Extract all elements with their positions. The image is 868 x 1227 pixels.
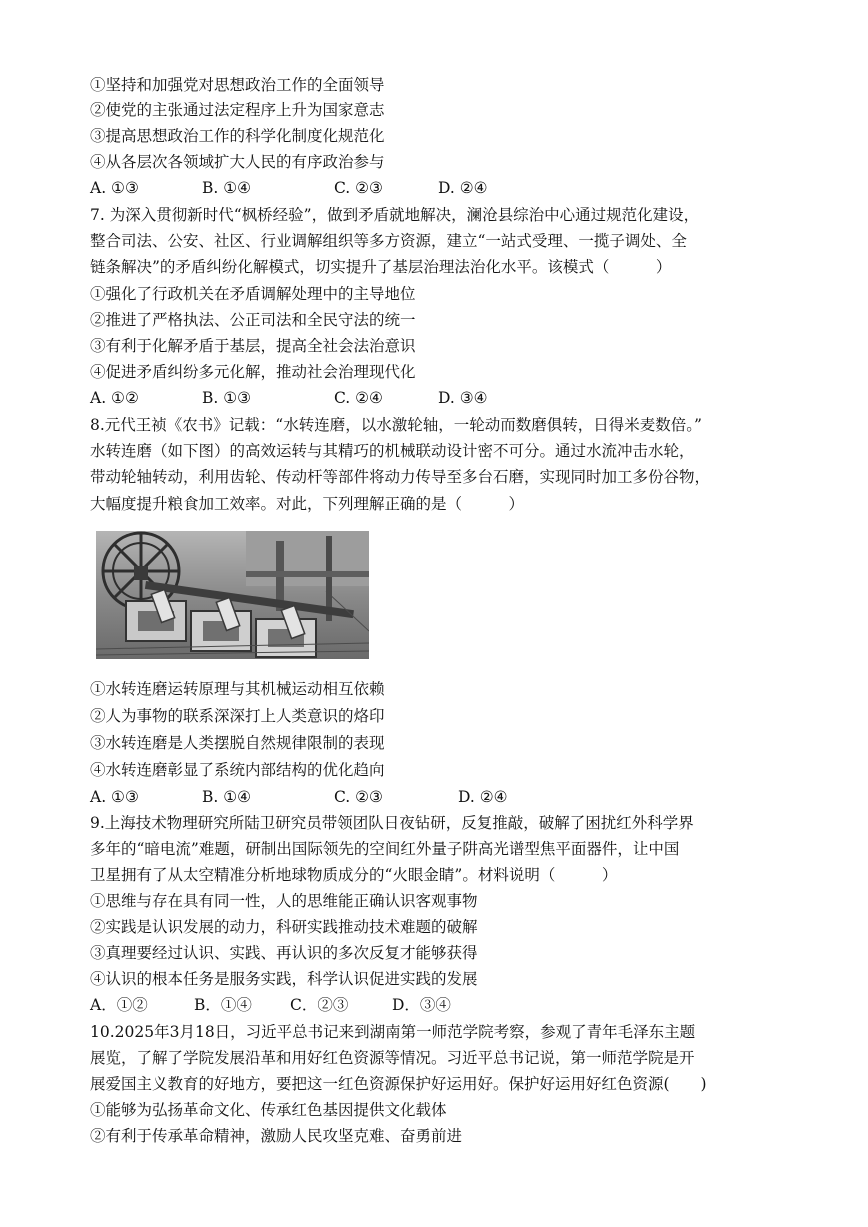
q8-stem-line-1: 8.元代王祯《农书》记载：“水转连磨，以水激轮轴，一轮动而数磨俱转，日得米麦数倍。” (90, 416, 702, 434)
q9-stem-line-1: 9.上海技术物理研究所陆卫研究员带领团队日夜钻研，反复推敲，破解了困扰红外科学界 (90, 814, 694, 832)
q9-options (90, 993, 810, 1017)
q8-item-3: ③水转连磨是人类摆脱自然规律限制的表现 (90, 734, 385, 752)
q7-item-3: ③有利于化解矛盾于基层，提高全社会法治意识 (90, 337, 416, 355)
q9-item-2: ②实践是认识发展的动力，科研实践推动技术难题的破解 (90, 918, 478, 936)
q7-item-2: ②推进了严格执法、公正司法和全民守法的统一 (90, 311, 416, 329)
water-mill-illustration (96, 531, 369, 659)
q7-stem-line-2: 整合司法、公安、社区、行业调解组织等多方资源，建立“一站式受理、一揽子调处、全 (90, 232, 687, 250)
q9-option-a: A．①② (90, 996, 148, 1014)
q8-stem-line-4: 大幅度提升粮食加工效率。对此，下列理解正确的是（ ） (90, 495, 525, 513)
q9-option-b: B．①④ (194, 996, 252, 1014)
q6-option-d: D. ②④ (438, 179, 488, 197)
q9-item-3: ③真理要经过认识、实践、再认识的多次反复才能够获得 (90, 944, 478, 962)
q10-stem-line-3: 展爱国主义教育的好地方，要把这一红色资源保护好运用好。保护好运用好红色资源( ) (90, 1075, 707, 1093)
q8-option-b: B. ①④ (202, 788, 252, 806)
q7-stem-line-1: 7. 为深入贯彻新时代“枫桥经验”，做到矛盾就地解决，澜沧县综治中心通过规范化建设， (90, 206, 700, 224)
q6-item-4: ④从各层次各领域扩大人民的有序政治参与 (90, 153, 385, 171)
q9-option-c: C．②③ (290, 996, 349, 1014)
q7-item-1: ①强化了行政机关在矛盾调解处理中的主导地位 (90, 285, 416, 303)
q8-option-d: D. ②④ (458, 788, 508, 806)
q10-stem-line-2: 展览，了解了学院发展沿革和用好红色资源等情况。习近平总书记说，第一师范学院是开 (90, 1049, 695, 1067)
q8-item-4: ④水转连磨彰显了系统内部结构的优化趋向 (90, 761, 385, 779)
q6-item-2: ②使党的主张通过法定程序上升为国家意志 (90, 101, 385, 119)
q10-item-1: ①能够为弘扬革命文化、传承红色基因提供文化载体 (90, 1101, 447, 1119)
q8-options (90, 785, 810, 809)
q10-stem-line-1: 10.2025年3月18日，习近平总书记来到湖南第一师范学院考察，参观了青年毛泽东主题 (90, 1023, 696, 1041)
q9-option-d: D．③④ (392, 996, 451, 1014)
q6-item-1: ①坚持和加强党对思想政治工作的全面领导 (90, 76, 385, 94)
q8-stem-line-3: 带动轮轴转动，利用齿轮、传动杆等部件将动力传导至多台石磨，实现同时加工多份谷物， (90, 468, 711, 486)
q6-item-3: ③提高思想政治工作的科学化制度化规范化 (90, 127, 385, 145)
water-mill-photo (96, 531, 369, 659)
q6-option-c: C. ②③ (334, 179, 383, 197)
q9-item-1: ①思维与存在具有同一性，人的思维能正确认识客观事物 (90, 892, 478, 910)
q6-option-a: A. ①③ (90, 179, 139, 197)
q6-options (90, 176, 810, 200)
q9-stem-line-3: 卫星拥有了从太空精准分析地球物质成分的“火眼金睛”。材料说明（ ） (90, 866, 618, 884)
q6-option-b: B. ①④ (202, 179, 252, 197)
q8-item-1: ①水转连磨运转原理与其机械运动相互依赖 (90, 680, 385, 698)
q7-stem-line-3: 链条解决”的矛盾纠纷化解模式，切实提升了基层治理法治化水平。该模式（ ） (90, 258, 672, 276)
q7-option-a: A. ①② (90, 389, 139, 407)
q7-option-c: C. ②④ (334, 389, 383, 407)
q7-item-4: ④促进矛盾纠纷多元化解，推动社会治理现代化 (90, 363, 416, 381)
q8-item-2: ②人为事物的联系深深打上人类意识的烙印 (90, 707, 385, 725)
q7-options (90, 386, 810, 410)
q8-option-c: C. ②③ (334, 788, 383, 806)
q8-stem-line-2: 水转连磨（如下图）的高效运转与其精巧的机械联动设计密不可分。通过水流冲击水轮， (90, 442, 695, 460)
q8-option-a: A. ①③ (90, 788, 139, 806)
q9-item-4: ④认识的根本任务是服务实践，科学认识促进实践的发展 (90, 970, 478, 988)
q9-stem-line-2: 多年的“暗电流”难题，研制出国际领先的空间红外量子阱高光谱型焦平面器件，让中国 (90, 840, 680, 858)
q7-option-b: B. ①③ (202, 389, 252, 407)
q7-option-d: D. ③④ (438, 389, 488, 407)
q10-item-2: ②有利于传承革命精神，激励人民攻坚克难、奋勇前进 (90, 1127, 463, 1145)
